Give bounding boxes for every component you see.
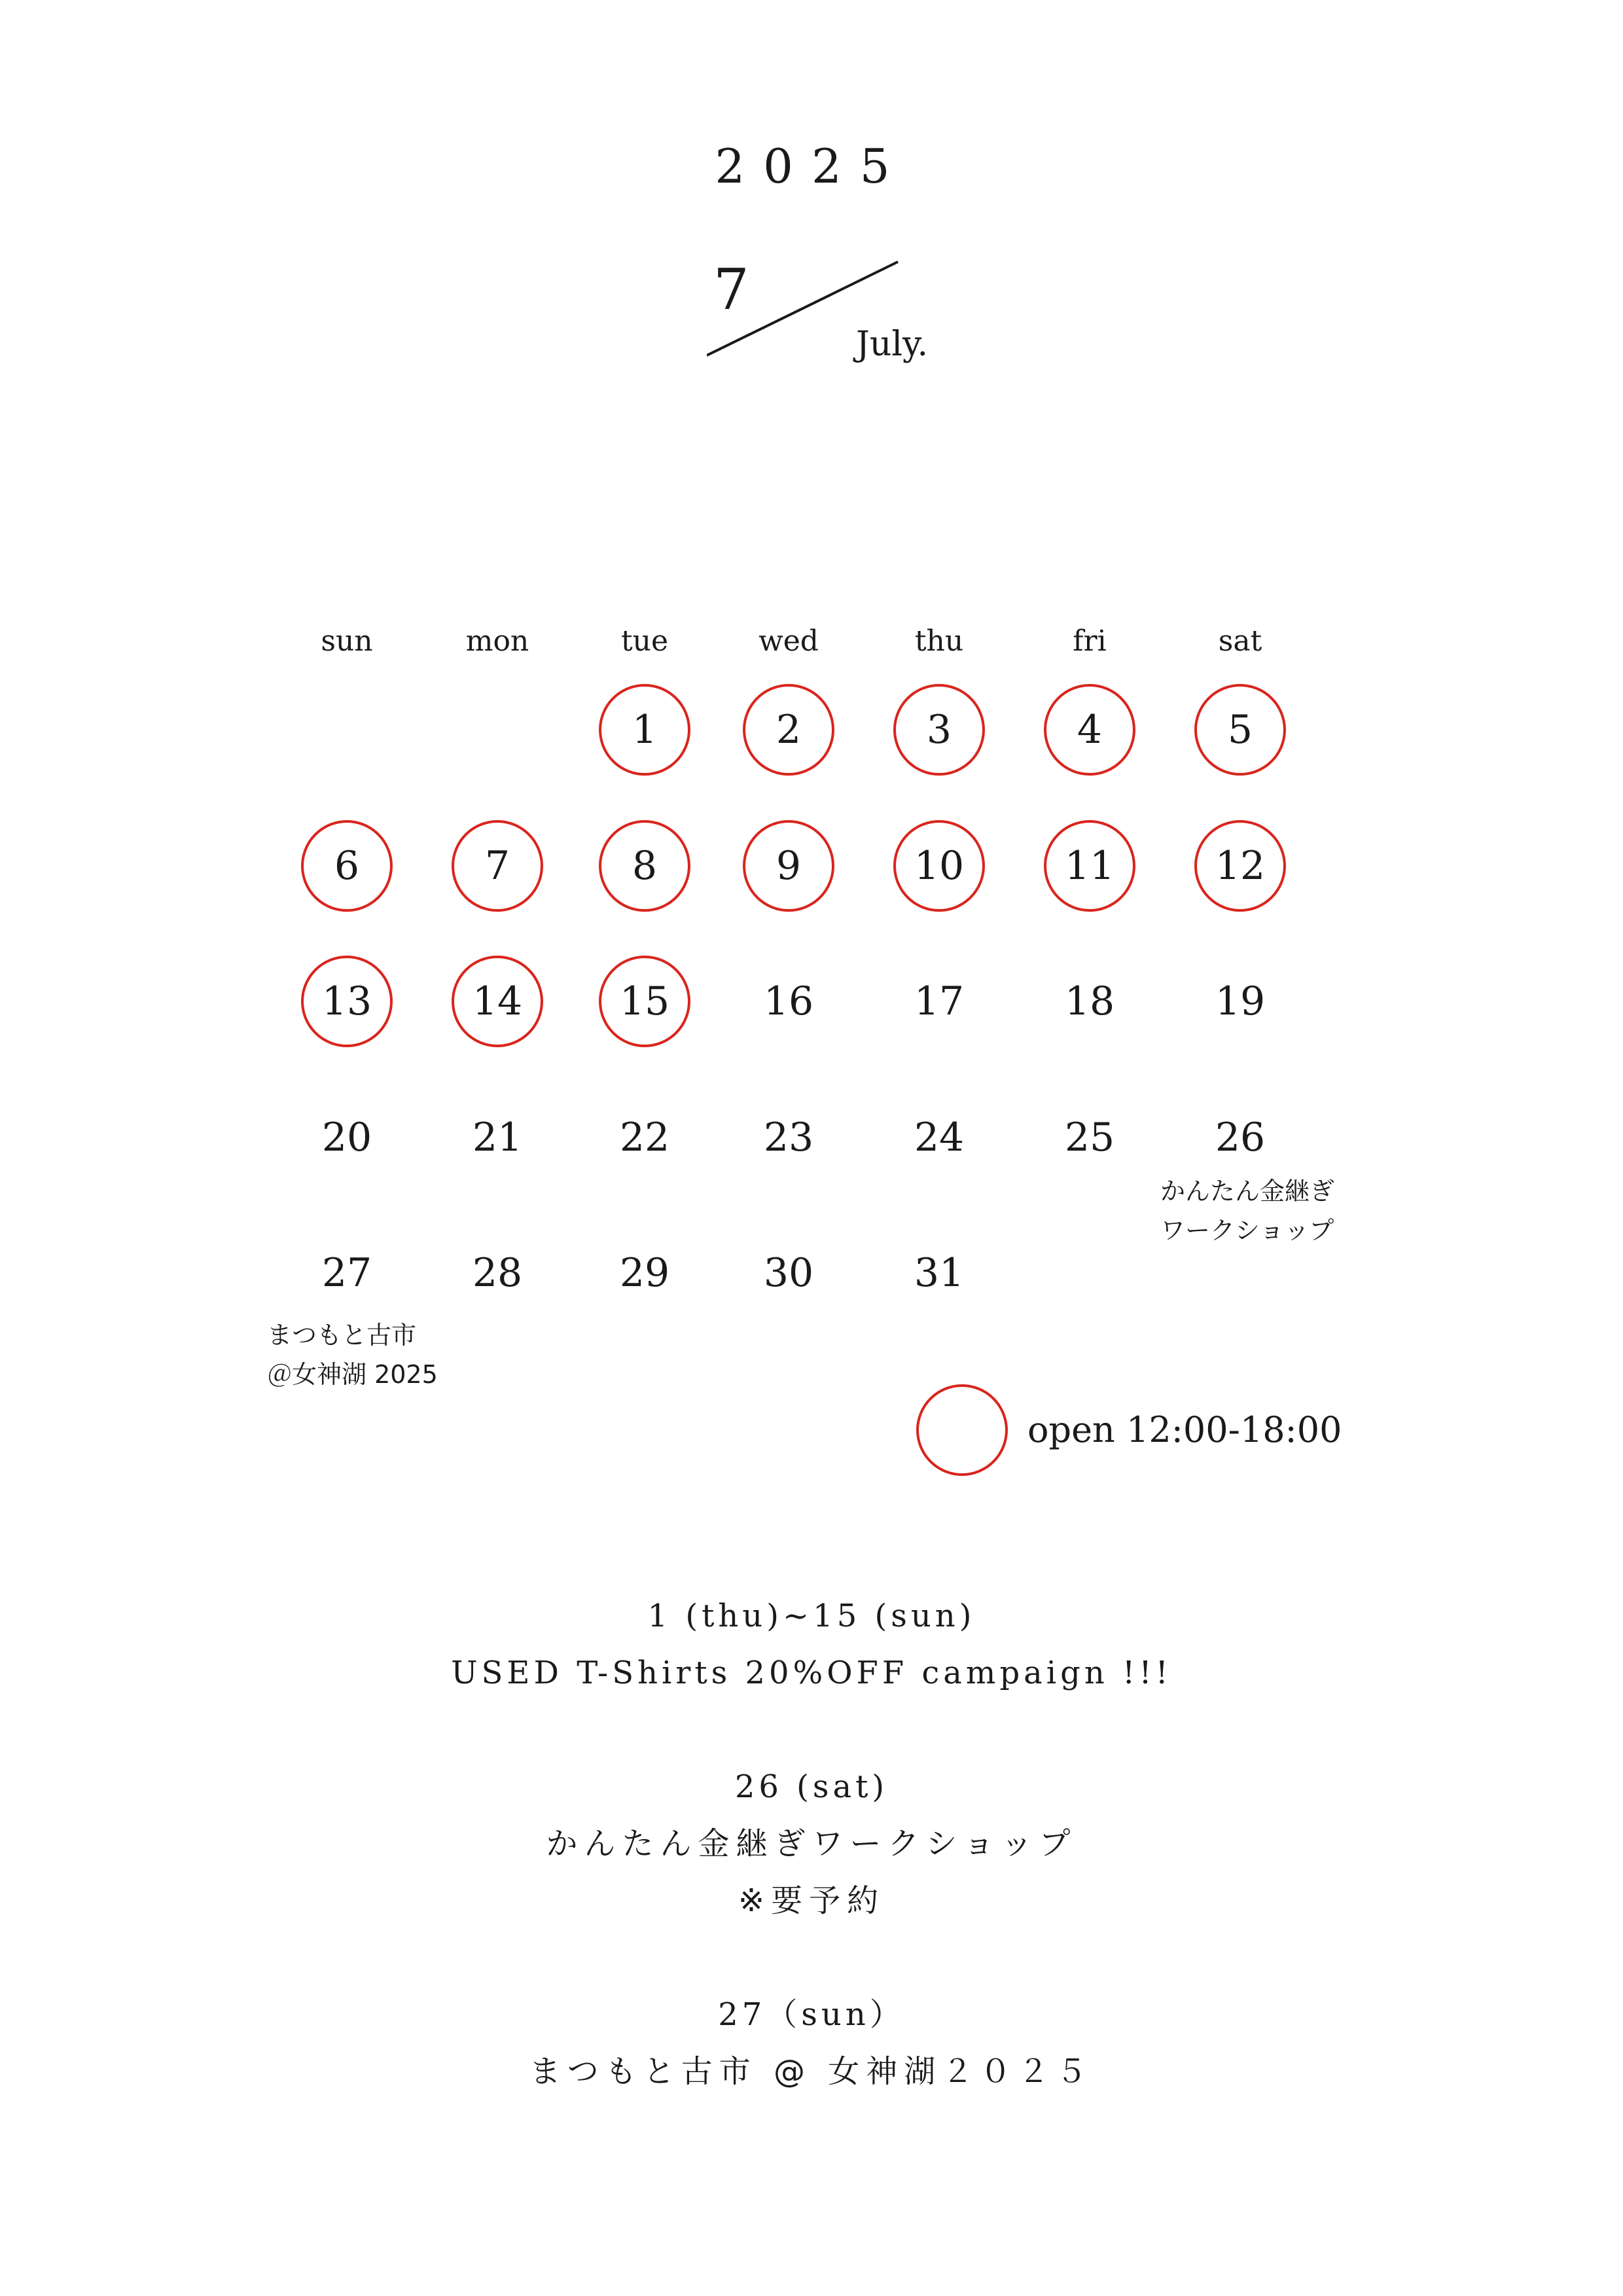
workshop-date: 26 (sat): [734, 1768, 889, 1805]
year-heading: 2025: [715, 139, 908, 194]
month-number: 7: [713, 257, 749, 323]
calendar-day-21: 21: [472, 1115, 523, 1160]
weekday-header-sat: sat: [1218, 624, 1262, 658]
open-legend-label: open 12:00-18:00: [1027, 1409, 1342, 1450]
calendar-day-9: 9: [743, 820, 834, 912]
event-note-27: まつもと古市 ＠女神湖 2025: [267, 1321, 438, 1389]
calendar-day-2: 2: [743, 684, 834, 776]
calendar-day-11: 11: [1044, 820, 1135, 912]
calendar-day-1: 1: [599, 684, 690, 776]
weekday-header-fri: fri: [1073, 624, 1107, 658]
calendar-day-6: 6: [301, 820, 393, 912]
weekday-header-tue: tue: [620, 624, 669, 658]
calendar-day-8: 8: [599, 820, 690, 912]
calendar-day-7: 7: [452, 820, 543, 912]
calendar-day-17: 17: [914, 978, 965, 1024]
calendar-day-15: 15: [599, 956, 690, 1047]
weekday-header-thu: thu: [914, 624, 964, 658]
calendar-day-20: 20: [321, 1115, 372, 1160]
calendar-day-26: 26: [1215, 1115, 1266, 1160]
calendar-day-16: 16: [763, 978, 814, 1024]
calendar-day-30: 30: [763, 1250, 814, 1296]
calendar-day-24: 24: [914, 1115, 965, 1160]
calendar-day-5: 5: [1194, 684, 1286, 776]
calendar-day-31: 31: [914, 1250, 965, 1296]
calendar-day-4: 4: [1044, 684, 1135, 776]
month-name: July.: [856, 325, 928, 364]
market-title: まつもと古市 @ 女神湖２０２５: [529, 2053, 1094, 2090]
campaign-text: USED T-Shirts 20%OFF campaign !!!: [451, 1655, 1172, 1691]
workshop-title: かんたん金継ぎワークショップ: [546, 1825, 1077, 1862]
calendar-day-28: 28: [472, 1250, 523, 1296]
calendar-day-14: 14: [452, 956, 543, 1047]
calendar-day-23: 23: [763, 1115, 814, 1160]
calendar-day-10: 10: [893, 820, 985, 912]
calendar-day-29: 29: [619, 1250, 670, 1296]
calendar-day-13: 13: [301, 956, 393, 1047]
calendar-day-25: 25: [1064, 1115, 1115, 1160]
campaign-dates: 1 (thu)~15 (sun): [647, 1598, 976, 1634]
calendar-day-3: 3: [893, 684, 985, 776]
calendar-day-19: 19: [1215, 978, 1266, 1024]
weekday-header-wed: wed: [758, 624, 819, 658]
calendar-day-18: 18: [1064, 978, 1115, 1024]
open-legend-circle: [916, 1384, 1008, 1476]
weekday-header-mon: mon: [465, 624, 529, 658]
market-date: 27（sun）: [718, 1996, 905, 2033]
event-note-26: かんたん金継ぎ ワークショップ: [1160, 1177, 1335, 1245]
calendar-day-12: 12: [1194, 820, 1286, 912]
workshop-reservation-note: ※要予約: [738, 1882, 885, 1919]
calendar-day-27: 27: [321, 1250, 372, 1296]
weekday-header-sun: sun: [321, 624, 373, 658]
calendar-day-22: 22: [619, 1115, 670, 1160]
